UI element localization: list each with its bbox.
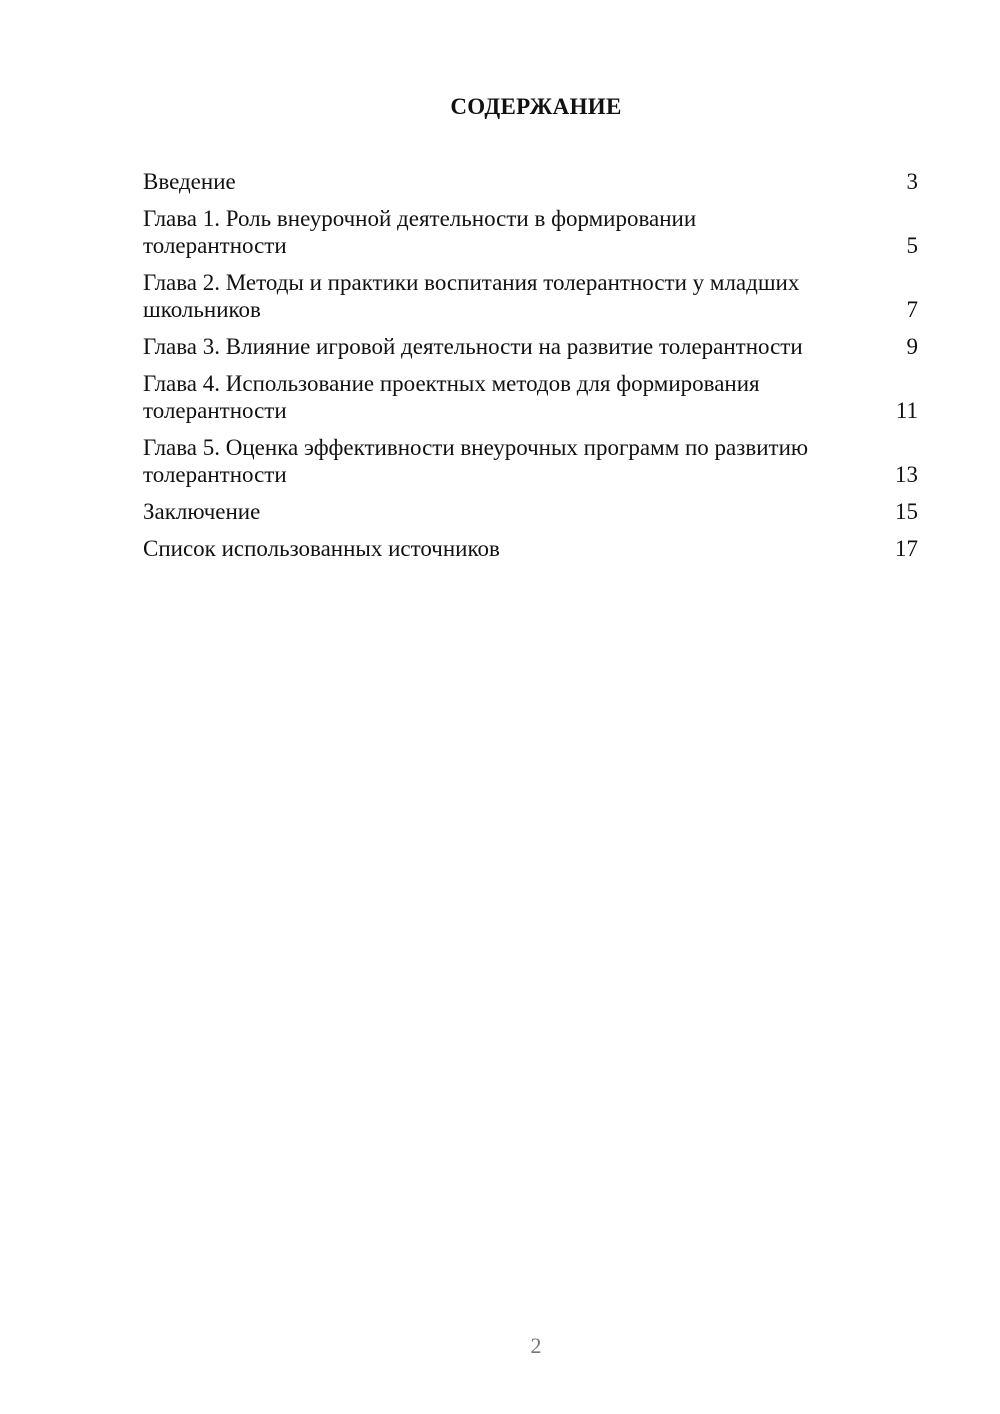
toc-item-title: Глава 5. Оценка эффективности внеурочных программ по развитию толерантности [143,435,809,487]
toc-item-chapter-1 [143,205,918,259]
toc-item-page: 5 [906,233,918,258]
toc-item-references [143,535,918,562]
toc-item-title: Глава 2. Методы и практики воспитания толерантности у младших школьников [143,270,800,322]
toc-item-page: 15 [895,499,918,524]
toc-item-page: 17 [895,536,918,561]
toc-heading: СОДЕРЖАНИЕ [450,94,622,119]
toc-item-title: Глава 3. Влияние игровой деятельности на развитие толерантности [143,334,803,359]
page-number: 2 [530,1333,542,1358]
toc-item-chapter-4 [143,370,918,424]
toc-item-introduction [143,168,918,195]
toc-item-page: 11 [895,398,918,423]
toc-item-title: Глава 4. Использование проектных методов для формирования толерантности [143,371,760,423]
toc-item-conclusion [143,498,918,525]
toc-item-page: 9 [906,334,918,359]
toc-item-title: Заключение [143,499,261,524]
toc-item-page: 7 [906,297,918,322]
toc-item-page: 13 [895,462,918,487]
toc-item-title: Глава 1. Роль внеурочной деятельности в формировании толерантности [143,206,697,258]
toc-item-title: Введение [143,169,236,194]
toc-item-chapter-5 [143,434,918,488]
toc-item-page: 3 [906,169,918,194]
toc-item-chapter-3 [143,333,918,360]
toc-item-chapter-2 [143,269,918,323]
toc-item-title: Список использованных источников [143,536,500,561]
table-of-contents [143,168,918,572]
